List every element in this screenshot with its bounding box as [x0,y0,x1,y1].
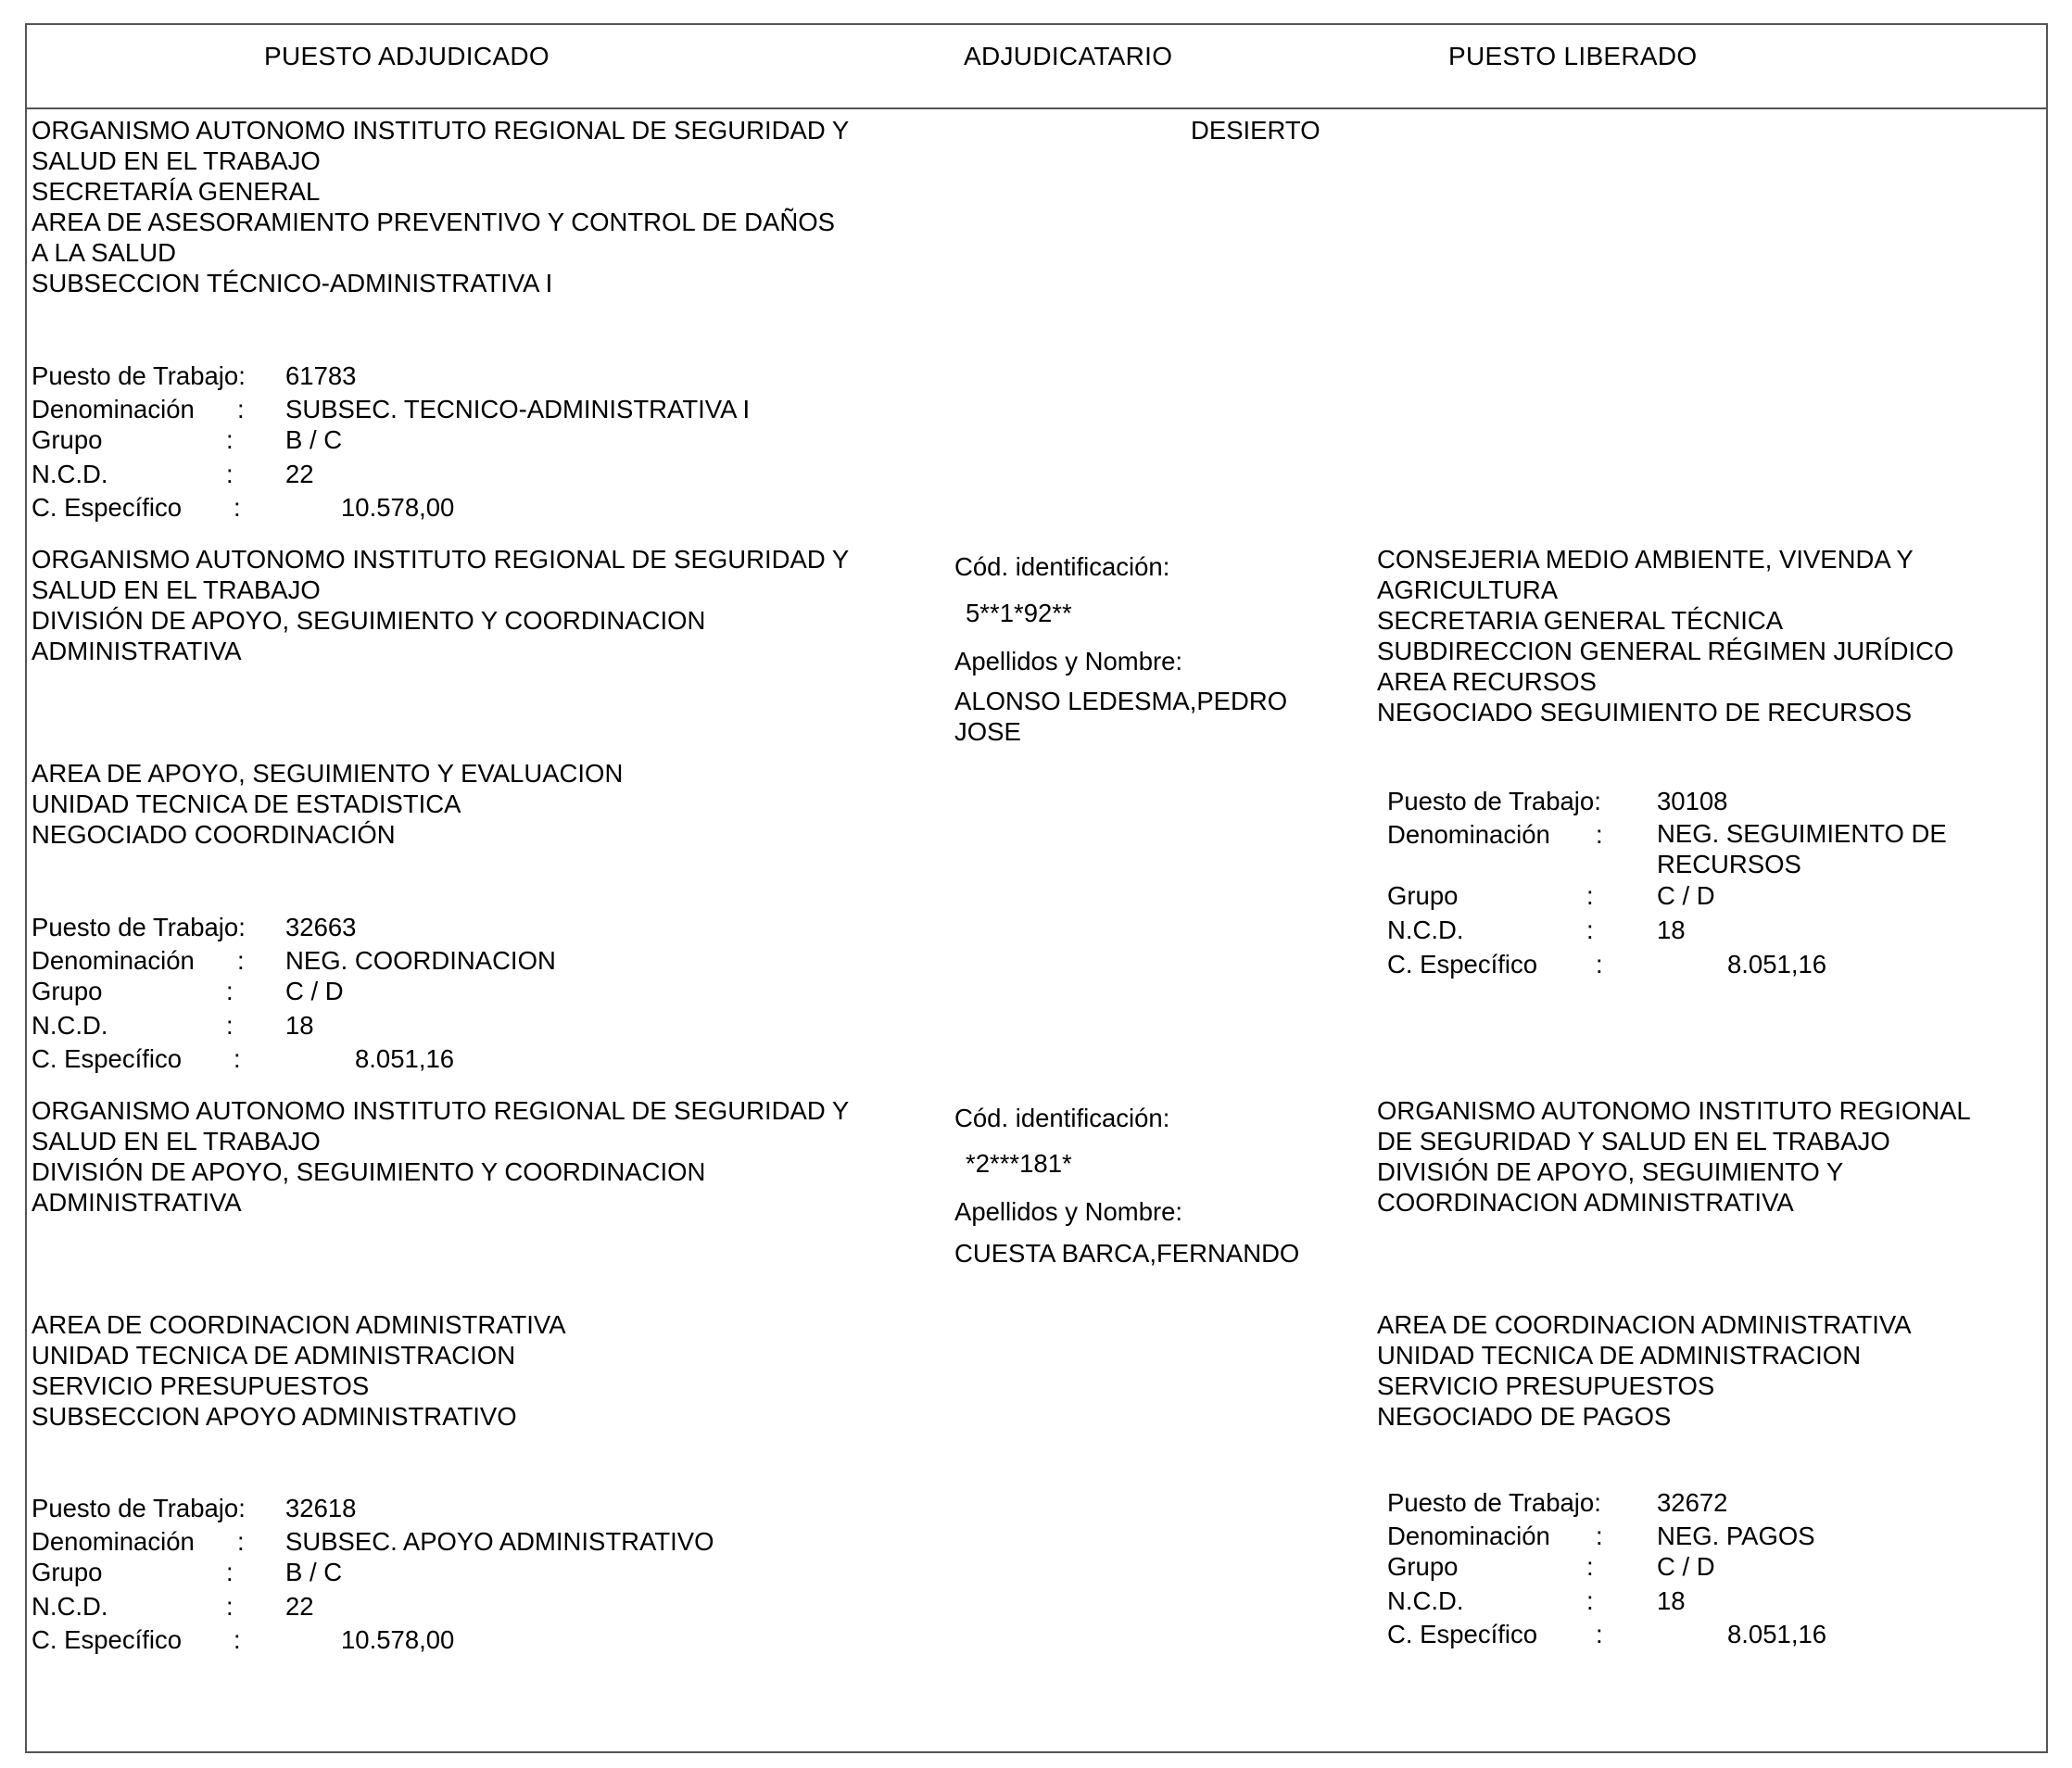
value-ncd: 18 [1657,916,1686,944]
block2-cod-value: 5**1*92** [966,599,1072,627]
colon: : [226,977,234,1005]
colon: : [1586,881,1594,910]
colon: : [1596,1522,1603,1550]
label-especifico: C. Específico [32,1625,183,1654]
value-denominacion: NEG. SEGUIMIENTO DE RECURSOS [1657,819,1947,878]
label-puesto: Puesto de Trabajo: [1387,1488,1601,1517]
colon: : [1586,1552,1594,1581]
colon: : [237,395,245,423]
label-ncd: N.C.D. [32,460,108,488]
block2-liberado-org-path: CONSEJERIA MEDIO AMBIENTE, VIVENDA Y AGRICULTURA SECRETARIA GENERAL TÉCNICA SUBDIRECCION GENERAL RÉGIMEN JURÍDICO AREA RECURSOS NEGOCIADO SEGUIMIENTO DE RECURSOS [1377,545,1954,726]
value-especifico: 10.578,00 [341,1625,455,1654]
value-ncd: 18 [1657,1586,1686,1615]
label-ncd: N.C.D. [32,1011,108,1040]
colon: : [1596,950,1603,979]
label-ncd: N.C.D. [1387,1586,1464,1615]
value-puesto: 61783 [285,361,357,390]
value-especifico: 8.051,16 [1727,950,1827,979]
value-grupo: C / D [285,977,344,1005]
colon: : [234,1625,241,1654]
label-grupo: Grupo [32,977,103,1005]
colon: : [226,1011,234,1040]
value-ncd: 18 [285,1011,314,1040]
label-grupo: Grupo [1387,881,1459,910]
label-puesto: Puesto de Trabajo: [1387,787,1601,815]
colon: : [1586,916,1594,944]
colon: : [226,1592,234,1621]
block2-org-path: ORGANISMO AUTONOMO INSTITUTO REGIONAL DE SEGURIDAD Y SALUD EN EL TRABAJO DIVISIÓN DE APOYO, SEGUIMIENTO Y COORDINACION ADMINISTRATIVA [32,545,850,665]
colon: : [1586,1586,1594,1615]
colon: : [1596,1620,1603,1648]
label-ncd: N.C.D. [1387,916,1464,944]
label-especifico: C. Específico [1387,950,1538,979]
label-denominacion: Denominación [1387,1522,1550,1550]
header-divider [25,107,2048,109]
label-puesto: Puesto de Trabajo: [32,1494,246,1522]
label-puesto: Puesto de Trabajo: [32,913,246,941]
colon: : [237,946,245,975]
colon: : [234,1044,241,1073]
value-denominacion: NEG. COORDINACION [285,946,556,975]
value-especifico: 8.051,16 [355,1044,455,1073]
block3-org-unit: AREA DE COORDINACION ADMINISTRATIVA UNIDAD TECNICA DE ADMINISTRACION SERVICIO PRESUPUESTOS SUBSECCION APOYO ADMINISTRATIVO [32,1310,566,1431]
label-especifico: C. Específico [32,1044,183,1073]
colon: : [1596,820,1603,849]
label-puesto: Puesto de Trabajo: [32,361,246,390]
block3-org-path: ORGANISMO AUTONOMO INSTITUTO REGIONAL DE SEGURIDAD Y SALUD EN EL TRABAJO DIVISIÓN DE APOYO, SEGUIMIENTO Y COORDINACION ADMINISTRATIVA [32,1096,850,1217]
value-denominacion: SUBSEC. TECNICO-ADMINISTRATIVA I [285,395,751,423]
label-denominacion: Denominación [1387,820,1550,849]
value-grupo: C / D [1657,881,1715,910]
block2-org-unit: AREA DE APOYO, SEGUIMIENTO Y EVALUACION UNIDAD TECNICA DE ESTADISTICA NEGOCIADO COORDINACIÓN [32,759,624,849]
label-denominacion: Denominación [32,1527,195,1556]
colon: : [226,1558,234,1586]
value-denominacion: NEG. PAGOS [1657,1522,1815,1550]
block3-cod-label: Cód. identificación: [954,1104,1170,1132]
block3-liberado-org-unit: AREA DE COORDINACION ADMINISTRATIVA UNIDAD TECNICA DE ADMINISTRACION SERVICIO PRESUPUESTOS NEGOCIADO DE PAGOS [1377,1310,1912,1431]
block3-cod-value: *2***181* [966,1149,1072,1178]
label-grupo: Grupo [1387,1552,1459,1581]
value-puesto: 32618 [285,1494,357,1522]
value-puesto: 32672 [1657,1488,1728,1517]
colon: : [226,460,234,488]
label-denominacion: Denominación [32,395,195,423]
block3-liberado-org-path: ORGANISMO AUTONOMO INSTITUTO REGIONAL DE SEGURIDAD Y SALUD EN EL TRABAJO DIVISIÓN DE APOYO, SEGUIMIENTO Y COORDINACION ADMINISTRATIVA [1377,1096,1971,1217]
block2-cod-label: Cód. identificación: [954,552,1170,581]
colon: : [237,1527,245,1556]
value-ncd: 22 [285,1592,314,1621]
block3-apellidos-label: Apellidos y Nombre: [954,1197,1183,1226]
header-adjudicatario: ADJUDICATARIO [964,42,1173,70]
header-puesto-adjudicado: PUESTO ADJUDICADO [264,42,550,70]
value-denominacion: SUBSEC. APOYO ADMINISTRATIVO [285,1527,714,1556]
label-grupo: Grupo [32,1558,103,1586]
value-puesto: 32663 [285,913,357,941]
label-denominacion: Denominación [32,946,195,975]
value-puesto: 30108 [1657,787,1728,815]
block2-nombre-value: ALONSO LEDESMA,PEDRO JOSE [954,687,1288,746]
colon: : [226,425,234,454]
value-grupo: B / C [285,425,343,454]
value-especifico: 8.051,16 [1727,1620,1827,1648]
block1-org-path: ORGANISMO AUTONOMO INSTITUTO REGIONAL DE SEGURIDAD Y SALUD EN EL TRABAJO SECRETARÍA GENERAL AREA DE ASESORAMIENTO PREVENTIVO Y CONTROL DE DAÑOS A LA SALUD SUBSECCION TÉCNICO-ADMINISTRATIVA I [32,116,850,297]
block2-apellidos-label: Apellidos y Nombre: [954,647,1183,676]
header-puesto-liberado: PUESTO LIBERADO [1448,42,1698,70]
block3-nombre-value: CUESTA BARCA,FERNANDO [954,1239,1300,1268]
block1-adjudicatario: DESIERTO [1191,116,1320,145]
value-grupo: C / D [1657,1552,1715,1581]
colon: : [234,493,241,522]
label-ncd: N.C.D. [32,1592,108,1621]
label-grupo: Grupo [32,425,103,454]
value-ncd: 22 [285,460,314,488]
value-grupo: B / C [285,1558,343,1586]
value-especifico: 10.578,00 [341,493,455,522]
label-especifico: C. Específico [32,493,183,522]
label-especifico: C. Específico [1387,1620,1538,1648]
